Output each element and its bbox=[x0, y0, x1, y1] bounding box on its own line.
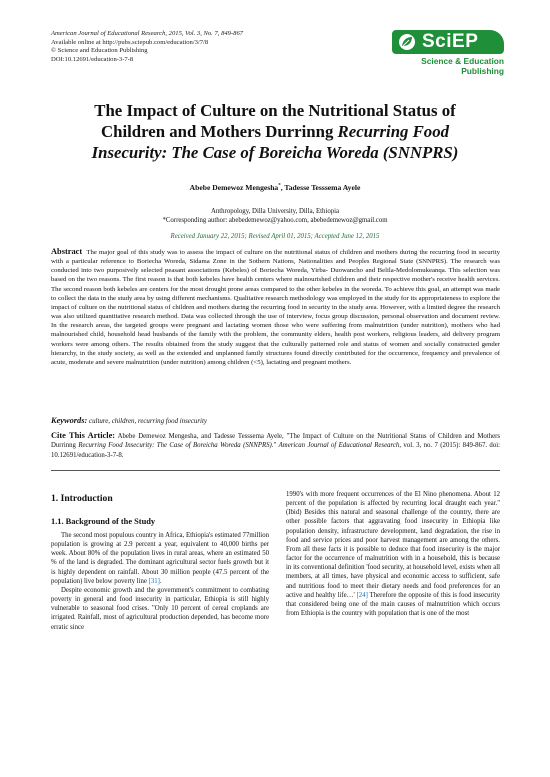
cite-part1: Abebe Demewoz Mengesha, and Tadesse Tesssema Ayele, "The Impact of Culture on the Nutritional Status of Children and Mothers Durrinng bbox=[51, 433, 501, 450]
left-column bbox=[51, 531, 269, 632]
author-separator: , bbox=[280, 183, 285, 192]
intro-p1-end: . bbox=[159, 577, 162, 585]
author-1: Abebe Demewoz Mengesha bbox=[189, 183, 279, 192]
cite-label: Cite This Article: bbox=[51, 431, 116, 440]
submission-dates: Received January 22, 2015; Revised April 01, 2015; Accepted June 12, 2015 bbox=[170, 233, 380, 240]
cite-part3: " bbox=[273, 442, 279, 450]
keywords-text: culture, children, recurring food insecurity bbox=[89, 418, 207, 425]
article-title bbox=[40, 100, 510, 163]
journal-header bbox=[51, 30, 351, 64]
section-divider bbox=[51, 470, 500, 471]
keywords-label: Keywords: bbox=[51, 416, 88, 425]
author-list bbox=[40, 183, 510, 192]
section-heading-introduction: 1. Introduction bbox=[51, 493, 113, 504]
availability-line[interactable]: Available online at http://pubs.sciepub.com/education/3/7/8 bbox=[51, 38, 209, 46]
cite-this-article bbox=[51, 431, 500, 460]
subsection-heading-background: 1.1. Background of the Study bbox=[51, 517, 156, 526]
logo-line1: Science & Education bbox=[421, 56, 504, 66]
author-2: Tadesse Tesssema Ayele bbox=[284, 183, 361, 192]
title-line1: The Impact of Culture on the Nutritional Status of bbox=[94, 101, 456, 120]
leaf-icon bbox=[398, 33, 416, 51]
right-column bbox=[286, 490, 500, 618]
abstract-text: The major goal of this study was to assess the impact of culture on the nutritional status of children and mothers during the recurring food in security with a particular reference to Boriecha Woreda, Sidama Zone in the Sothern Nations, Nationalities and Peoples Regional State (SNNPRS). The research was conducted into two purposively selected peasant associations (Kebeles) of Boriecha Woreda, Yirba- Duowancho and Belila-Medolomukeanqa. This selection was based on the two reasons. The first reason is that both kebeles have health centers where malnourished children and their respective mother's receive health services. The second reason both kebeles are centers for the most drought prone areas compared to the other kebeles in the woreda. To achieve this goal, an attempt was made to collect the data in the study area by using different mechanisms. Qualitative research methodology was employed in the study for its appropriateness to explore the impact of culture on the nutritional status of children and mothers during the recurring food in security in the study area. However, with a limited degree the research was also utilized quantitative research method. Data was collected through the use of interview, focus group discussion, personal observation and document review. In the research areas, the targeted groups were pregnant and lactating women those who were suffering from malnutrition (under nutrition), mothers who had malnourished child, household head husbands of the family with the problem, the community elders, health post workers, religious leaders, aid delivery program workers were among others. The results obtained from the study suggest that the culturally patterned role and status of women and socially constructed gender hierarchy, in the study society, as well as the extended and unplanned family structures found directly contributed for the occurrence, frequency and prevalence of acute, moderate and severe malnutrition (under nutrition) among children (<5), lactating and pregnant mothers. bbox=[51, 249, 501, 366]
logo-subtitle bbox=[400, 56, 504, 76]
intro-paragraph-2: Despite economic growth and the government's commitment to combating poverty in general and food insecurity in particular, Ethiopia is still highly vulnerable to seasonal food crises. "Only 10 percent of cereal croplands are irrigated. Rainfall, most of agricultural production depended, has become more erratic since bbox=[51, 586, 269, 631]
intro-paragraph-1 bbox=[51, 531, 269, 586]
abstract-label: Abstract bbox=[51, 247, 83, 256]
abstract bbox=[51, 247, 500, 367]
title-line3: Insecurity: The Case of Boreicha Woreda (SNNPRS) bbox=[91, 143, 459, 162]
sciep-logo bbox=[392, 30, 504, 82]
title-line2-italic: Recurring Food bbox=[337, 122, 449, 141]
corresponding-mark: * bbox=[278, 183, 281, 189]
intro-p1-text: The second most populous country in Africa, Ethiopia's estimated 77million population is growing at 2.9 percent a year, equivalent to 40,000 births per week. About 80% of the population lives in rural areas, where an estimated 50 % of the land is degraded. The dominant agricultural sector fuels growth but it is highly dependent on rainfall. About 30 million people (47.5 percent of the population) live below poverty line bbox=[51, 532, 269, 585]
title-line2 bbox=[40, 121, 510, 142]
title-line2-plain: Children and Mothers Durrinng bbox=[101, 122, 338, 141]
affiliation-dept: Anthropology, Dilla University, Dilla, Ethiopia bbox=[210, 208, 340, 215]
intro-paragraph-continued bbox=[286, 490, 500, 618]
logo-line2: Publishing bbox=[461, 66, 504, 76]
doi-line: DOI:10.12691/education-3-7-8 bbox=[51, 55, 134, 63]
affiliation bbox=[40, 207, 510, 225]
logo-acronym: SciEP bbox=[422, 31, 479, 52]
corresponding-author[interactable]: *Corresponding author: abebedemewoz@yahoo.com, abebedemewoz@gmail.com bbox=[162, 217, 388, 224]
keywords bbox=[51, 416, 500, 425]
cite-journal: American Journal of Educational Research bbox=[278, 442, 400, 450]
logo-banner bbox=[392, 30, 504, 54]
journal-citation: American Journal of Educational Research, 2015, Vol. 3, No. 7, 849-867 bbox=[51, 30, 244, 37]
reference-link-24[interactable]: [24] bbox=[356, 591, 368, 599]
cite-part2: Recurring Food Insecurity: The Case of Boreicha Woreda (SNNPRS). bbox=[78, 442, 274, 450]
reference-link-31[interactable]: [31] bbox=[148, 577, 160, 585]
intro-r1-text: 1990's with more frequent occurrences of the El Nino phenomena. About 12 percent of the population is affected by recurring local draught each year."(Ibid) Besides this natural and seasonal challenge of the country, there are other possible factors that aggravating food insecurity in Ethiopia like population density, infrastructure development, land degradation, the rise in food and service prices and poor harvest management are among the others. From all these facts it is possible to deduce that food insecurity is the major factor for the occurrence of malnutrition with in a household, this is because in its conventional definition 'food security, at household level, exists when all members, at all times, have physical and economic access to sufficient, safe and nutritious food to meet their dietary needs and food preferences for an active and healthy life…' bbox=[286, 491, 500, 599]
cite-part5: , vol. 3, no. 7 (2015): 849-867. doi: 10.12691/education-3-7-8. bbox=[51, 442, 500, 459]
copyright-line: © Science and Education Publishing bbox=[51, 47, 148, 55]
intro-r2-text: Therefore the opposite of this is food insecurity that considered being one of the main causes of malnutrition which occurs from Ethiopia is the country with population that is one of the most bbox=[286, 591, 500, 618]
